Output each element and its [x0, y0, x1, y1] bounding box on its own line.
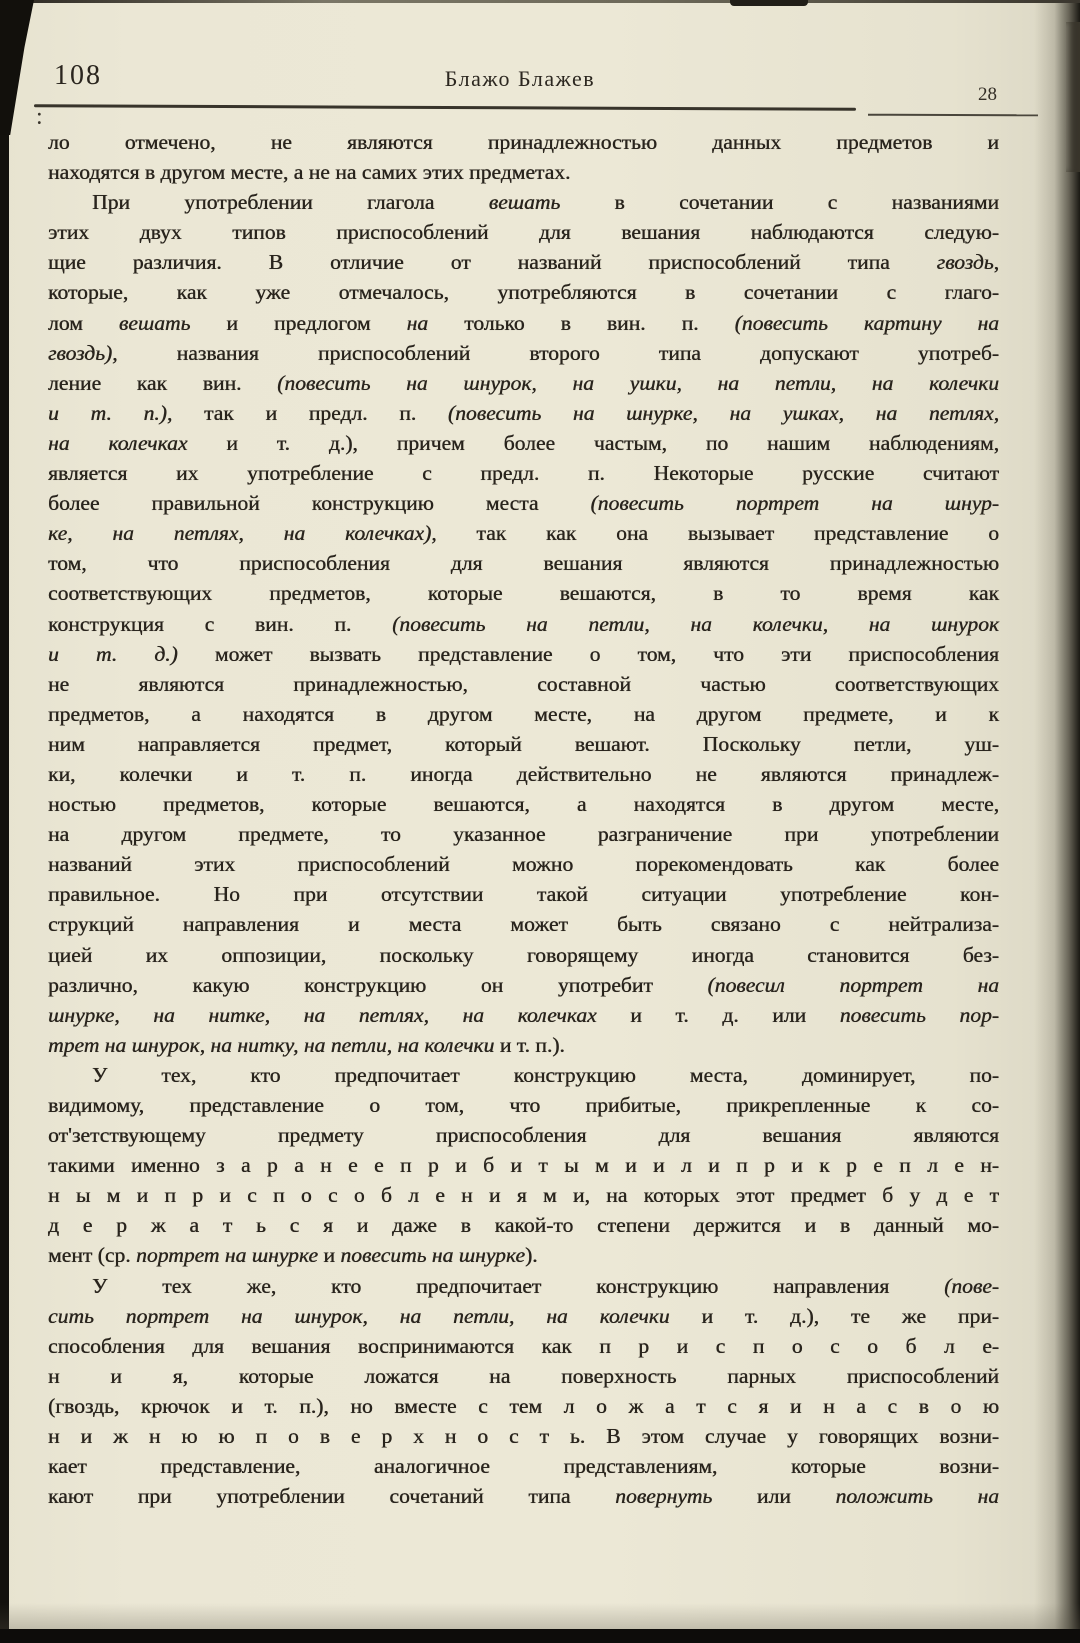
text-line [48, 1120, 999, 1150]
text-line [48, 1451, 999, 1481]
text-line [48, 368, 999, 398]
text-line [48, 247, 999, 277]
italic-text-segment: вешать [118, 310, 191, 335]
scan-edge-top-smudge [730, 0, 808, 6]
text-line [48, 940, 999, 970]
italic-text-segment: на колечках [48, 430, 188, 455]
text-line [48, 1210, 999, 1240]
italic-text-segment: (пове- [944, 1273, 999, 1298]
italic-text-segment: портрет на шнурке [136, 1243, 318, 1268]
text-segment: ). [524, 1243, 538, 1268]
text-line [48, 428, 999, 458]
scan-edge-top [0, 0, 1080, 3]
text-segment: различно, какую конструкцию он употребит [48, 972, 708, 997]
text-line [48, 1421, 999, 1451]
text-segment: только в вин. п. [428, 310, 735, 335]
text-segment: мент (ср. [48, 1243, 137, 1268]
text-line [48, 1331, 999, 1361]
text-segment: щие различия. В отличие от названий приспособлений типа [48, 250, 937, 275]
text-segment: (гвоздь, крючок и т. п.), но вместе с тем л о ж а т с я и н а с в о ю [48, 1393, 999, 1418]
italic-text-segment: повесить на шнурке [340, 1243, 525, 1268]
text-line [48, 277, 999, 307]
text-line [48, 187, 999, 217]
italic-text-segment: (повесить картину на [734, 310, 999, 335]
italic-text-segment: (повесить портрет на шнур- [590, 491, 999, 516]
text-segment: предметов, а находятся в другом месте, на другом предмете, и к [48, 701, 999, 726]
text-segment: которые, как уже отмечалось, употребляются в сочетании с глаго- [48, 280, 999, 305]
text-line [48, 1000, 999, 1030]
text-segment: и т. п.). [494, 1032, 565, 1057]
text-block [48, 127, 999, 1511]
italic-text-segment: трет на шнурок, на нитку, на петли, на колечки [48, 1032, 495, 1057]
text-segment: У тех же, кто предпочитает конструкцию направления [92, 1273, 945, 1298]
italic-text-segment: (повесить на шнурке, на ушках, на петлях, [447, 400, 999, 425]
text-segment: н и ж н ю ю п о в е р х н о с т ь. В этом случае у говорящих возни- [48, 1424, 999, 1449]
text-segment: от'зетствующему предмету приспособления для вешания являются [48, 1123, 999, 1148]
ink-mark-colon: : [36, 104, 43, 130]
text-segment: конструкция с вин. п. [48, 611, 393, 636]
text-segment: в сочетании с названиями [560, 190, 999, 215]
text-segment: и т. д. или [596, 1002, 840, 1027]
text-line [48, 398, 999, 428]
text-segment: находятся в другом месте, а не на самих этих предметах. [48, 160, 571, 185]
text-segment: и т. д.), причем более частым, по нашим наблюдениям, [187, 430, 1000, 455]
text-line [48, 1361, 999, 1391]
text-segment: кают при употреблении сочетаний типа [48, 1484, 616, 1509]
italic-text-segment: повернуть [615, 1484, 713, 1509]
text-line [48, 1030, 999, 1060]
text-segment: струкций направления и места может быть связано с нейтрализа- [48, 912, 999, 937]
text-line [48, 789, 999, 819]
italic-text-segment: (повесить на петли, на колечки, на шнурок [392, 611, 999, 636]
text-line [48, 488, 999, 518]
italic-text-segment: ке, на петлях, на колечках), [48, 521, 437, 546]
italic-text-segment: гвоздь), [48, 340, 118, 365]
text-line [48, 819, 999, 849]
scan-edge-left [0, 0, 9, 1643]
text-segment: может вызвать представление о том, что эти приспособления [177, 641, 999, 666]
text-segment: является их употребление с предл. п. Некоторые русские считают [48, 461, 999, 486]
text-segment: ностью предметов, которые вешаются, а находятся в другом месте, [48, 792, 999, 817]
text-segment: способления для вешания воспринимаются как п р и с п о с о б л е- [48, 1333, 999, 1358]
text-line [48, 1180, 999, 1210]
text-line [48, 518, 999, 548]
text-segment: и предлогом [190, 310, 407, 335]
text-line [48, 729, 999, 759]
text-segment: такими именно з а р а н е е п р и б и т ы м и и л и п р и к р е п л е н- [48, 1153, 999, 1178]
text-line [48, 1240, 999, 1270]
text-segment: ки, колечки и т. п. иногда действительно не являются принадлеж- [48, 761, 999, 786]
text-segment: соответствующих предметов, которые вешаются, в то время как [48, 581, 999, 606]
text-line [48, 1090, 999, 1120]
text-line [48, 909, 999, 939]
text-segment: правильное. Но при отсутствии такой ситуации употребление кон- [48, 882, 999, 907]
text-line [48, 1060, 999, 1090]
text-segment: д е р ж а т ь с я и даже в какой-то степени держится и в данный мо- [48, 1213, 999, 1238]
text-segment: не являются принадлежностью, составной частью соответствующих [48, 671, 999, 696]
page-number-right: 28 [978, 84, 997, 105]
text-line [48, 548, 999, 578]
italic-text-segment: шнурке, на нитке, на петлях, на колечках [48, 1002, 597, 1027]
text-segment: ним направляется предмет, который вешают. Поскольку петли, уш- [48, 731, 999, 756]
text-segment: н ы м и п р и с п о с о б л е н и я м и, на которых этот предмет б у д е т [48, 1183, 999, 1208]
italic-text-segment: вешать [488, 190, 561, 215]
text-line [48, 217, 999, 247]
text-line [48, 669, 999, 699]
text-segment: видимому, представление о том, что прибитые, прикрепленные к со- [48, 1093, 999, 1117]
italic-text-segment: на [406, 310, 429, 335]
text-segment: ло отмечено, не являются принадлежностью данных предметов и [48, 130, 999, 154]
text-line [48, 699, 999, 729]
text-line [48, 1271, 999, 1301]
text-segment: этих двух типов приспособлений для вешания наблюдаются следую- [48, 220, 999, 245]
text-segment: и т. д.), те же при- [669, 1303, 999, 1328]
text-line [48, 1150, 999, 1180]
italic-text-segment: и т. п.), [48, 400, 173, 425]
text-segment: так и предл. п. [172, 400, 448, 425]
header-rule-right [868, 114, 1038, 117]
text-line [48, 578, 999, 608]
text-line [48, 609, 999, 639]
text-segment: У тех, кто предпочитает конструкцию места, доминирует, по- [92, 1062, 999, 1087]
text-segment: или [712, 1484, 836, 1509]
text-segment: том, что приспособления для вешания являются принадлежностью [48, 551, 999, 576]
text-line [48, 458, 999, 488]
text-line [48, 639, 999, 669]
text-line [48, 879, 999, 909]
text-line [48, 157, 999, 187]
text-line [48, 1391, 999, 1421]
text-line [48, 849, 999, 879]
running-title: Блажо Блажев [444, 66, 596, 91]
italic-text-segment: гвоздь [936, 250, 994, 275]
italic-text-segment: и т. д.) [48, 641, 178, 666]
text-line [48, 1301, 999, 1331]
header-rule-left [34, 104, 856, 111]
text-segment: названия приспособлений второго типа допускают употреб- [117, 340, 999, 365]
text-line [48, 308, 999, 338]
page-number-left: 108 [54, 60, 102, 91]
text-segment: кает представление, аналогичное представлениям, которые возни- [48, 1454, 999, 1479]
italic-text-segment: сить портрет на шнурок, на петли, на колечки [48, 1303, 670, 1328]
text-line [48, 970, 999, 1000]
text-line [48, 1481, 999, 1511]
text-line [48, 338, 999, 368]
page-edge-shadow-right [1034, 0, 1080, 1643]
text-segment: на другом предмете, то указанное разграничение при употреблении [48, 822, 999, 847]
text-segment: При употреблении глагола [92, 190, 489, 215]
italic-text-segment: (повесить на шнурок, на ушки, на петли, на колечки [277, 370, 999, 395]
text-line [48, 127, 999, 157]
text-segment: н и я, которые ложатся на поверхность парных приспособлений [48, 1363, 999, 1388]
scan-edge-bottom [0, 1629, 1080, 1643]
scan-edge-bottom-fade [0, 1603, 1080, 1629]
text-segment: и [317, 1243, 341, 1268]
text-segment: ление как вин. [48, 370, 278, 395]
italic-text-segment: (повесил портрет на [707, 972, 999, 997]
page-edge-shadow-topright [1066, 22, 1080, 172]
italic-text-segment: повесить пор- [839, 1002, 999, 1027]
text-segment: лом [48, 310, 119, 335]
text-segment: названий этих приспособлений можно порекомендовать как более [48, 852, 999, 877]
text-segment: более правильной конструкцию места [48, 491, 591, 516]
text-segment: , [993, 250, 999, 275]
text-line [48, 759, 999, 789]
text-segment: так как она вызывает представление о [436, 521, 999, 546]
text-segment: цией их оппозиции, поскольку говорящему иногда становится без- [48, 942, 999, 967]
italic-text-segment: положить на [835, 1484, 999, 1509]
